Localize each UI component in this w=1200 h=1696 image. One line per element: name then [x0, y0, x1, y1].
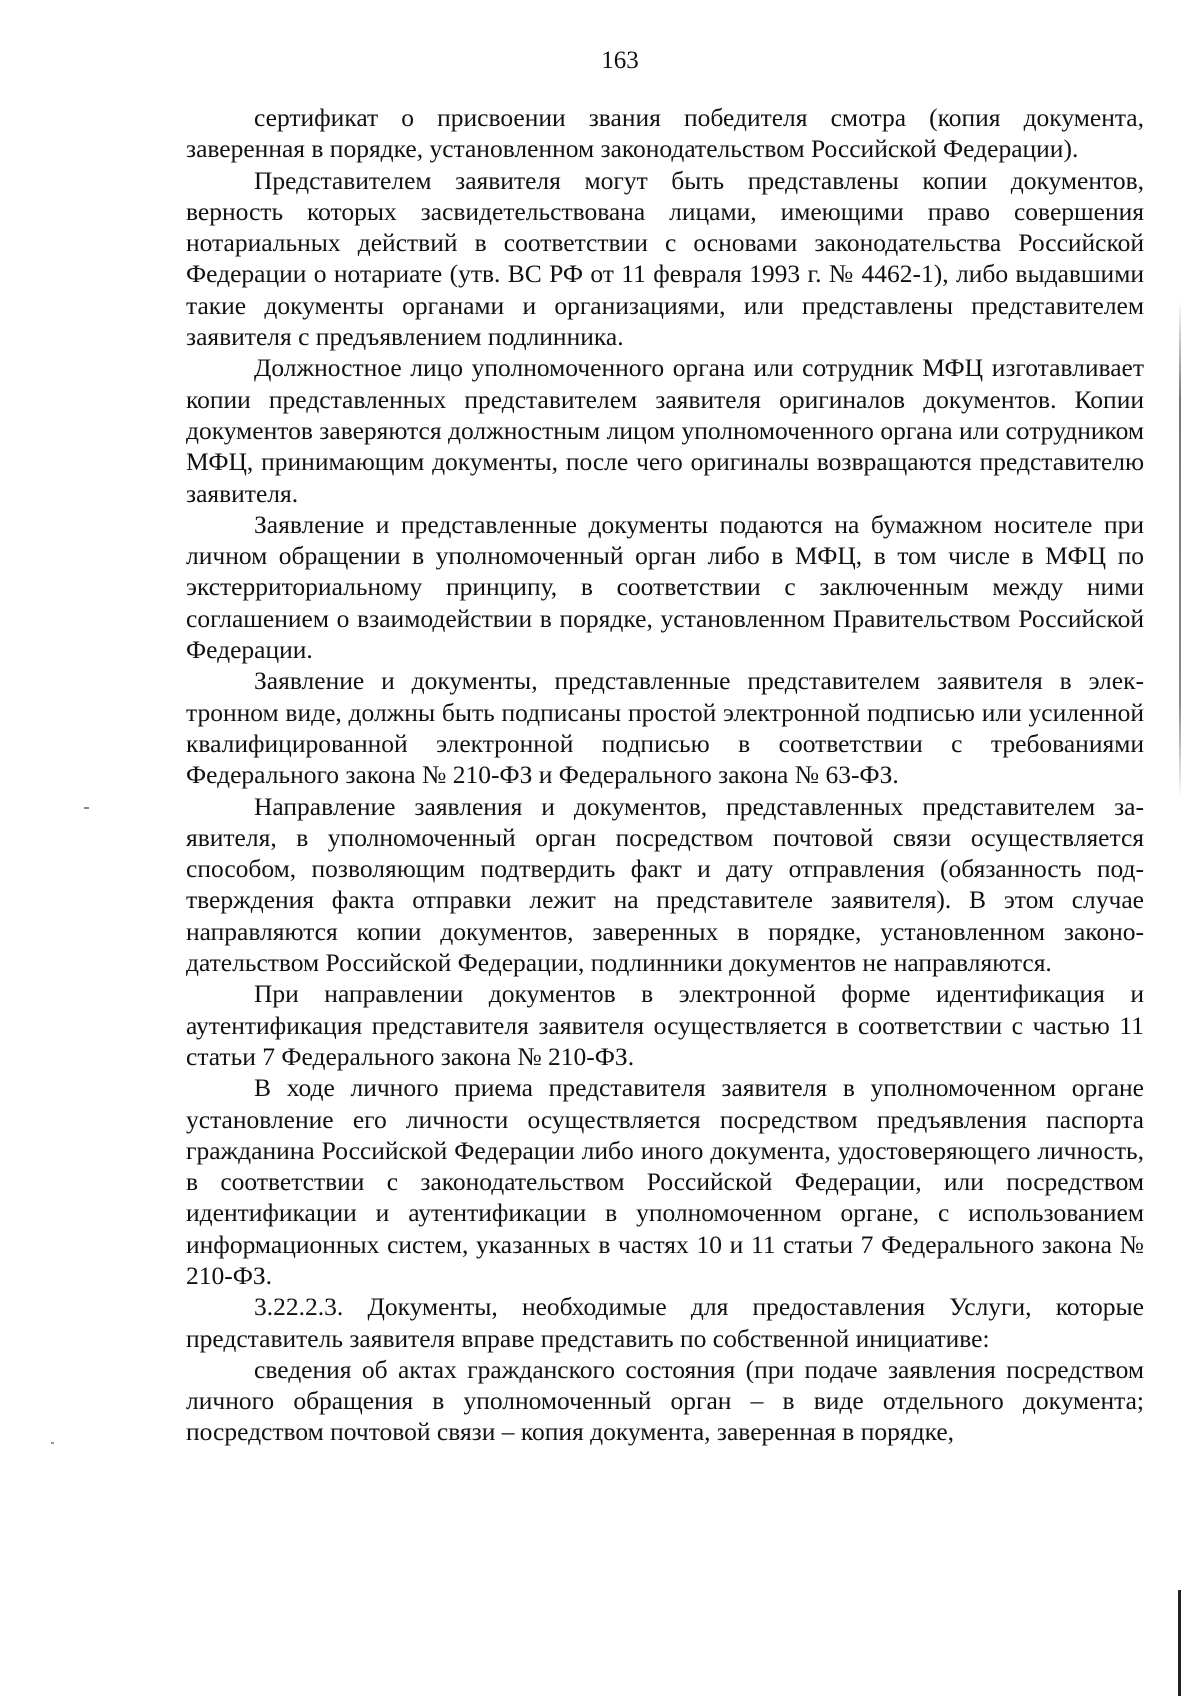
- scan-edge-mark: [1179, 300, 1181, 800]
- paragraph-paper-submission: Заявление и представленные документы подаются на бумажном носителе при личном обращении в уполномоченный орган либо в МФЦ, в том числе в МФЦ по экстерриториальному принципу, в соответствии с заключенным между ними соглашением о взаимодействии в порядке, установленном Правительством Российской Федерации.: [186, 509, 1144, 665]
- paragraph-electronic-signature: Заявление и документы, представленные представителем заявителя в электронном виде, должны быть подписаны простой электронной подписью или усиленной квалифицированной электронной подписью в соответствии с требованиями Федерального закона № 210-ФЗ и Федерального закона № 63-ФЗ.: [186, 666, 1144, 790]
- paragraph-section-heading: 3.22.2.3. Документы, необходимые для предоставления Услуги, которые представитель заявителя вправе представить по собственной инициативе:: [186, 1292, 1144, 1353]
- scan-speck: [84, 807, 89, 809]
- paragraph-civil-status-records: сведения об актах гражданского состояния (при подаче заявления посредством личного обращения в уполномоченный орган – в виде отдельного документа; посредством почтовой связи – копия документа, заверенная в порядке,: [186, 1354, 1144, 1447]
- paragraph-personal-reception: В ходе личного приема представителя заявителя в уполномоченном органе установление его личности осуществляется посредством предъявления паспорта гражданина Российской Федерации либо иного документа, удостоверяющего личность, в соответствии с законодательством Российской Федерации, или посредством идентификации и аутентификации в уполномоченном органе, с использованием информационных систем, указанных в частях 10 и 11 статьи 7 Федерального закона № 210-ФЗ.: [186, 1073, 1144, 1290]
- paragraph-official-copies: Должностное лицо уполномоченного органа или сотрудник МФЦ изготавливает копии представленных представителем заявителя оригиналов документов. Копии документов заверяются должностным лицом уполномоченного органа или сотрудником МФЦ, принимающим документы, после чего оригиналы возвращаются представителю заявителя.: [186, 353, 1144, 508]
- scan-edge-mark: [1178, 1590, 1181, 1696]
- document-body: [186, 102, 1144, 1448]
- paragraph-certificate: сертификат о присвоении звания победителя смотра (копия документа, заверенная в порядке, установленном законодательством Российской Федерации).: [186, 103, 1144, 164]
- paragraph-electronic-identification: При направлении документов в электронной форме идентификация и аутентификация представителя заявителя осуществляется в соответствии с частью 11 статьи 7 Федерального закона № 210-ФЗ.: [186, 979, 1144, 1071]
- scan-speck: [51, 1442, 54, 1444]
- page-number: 163: [601, 47, 639, 74]
- paragraph-postal-submission: Направление заявления и документов, представленных представителем заявителя, в уполномоченный орган посредством почтовой связи осуществляется способом, позволяющим подтвердить факт и дату отправления (обязанность подтверждения факта отправки лежит на представителе заявителя). В этом случае направляются копии документов, заверенных в порядке, установленном законодательством Российской Федерации, подлинники документов не направляются.: [186, 791, 1144, 978]
- paragraph-notarized-copies: Представителем заявителя могут быть представлены копии документов, верность которых засвидетельствована лицами, имеющими право совершения нотариальных действий в соответствии с основами законодательства Российской Федерации о нотариате (утв. ВС РФ от 11 февраля 1993 г. № 4462-1), либо выдавшими такие документы органами и организациями, или представлены представителем заявителя с предъявлением подлинника.: [186, 165, 1144, 352]
